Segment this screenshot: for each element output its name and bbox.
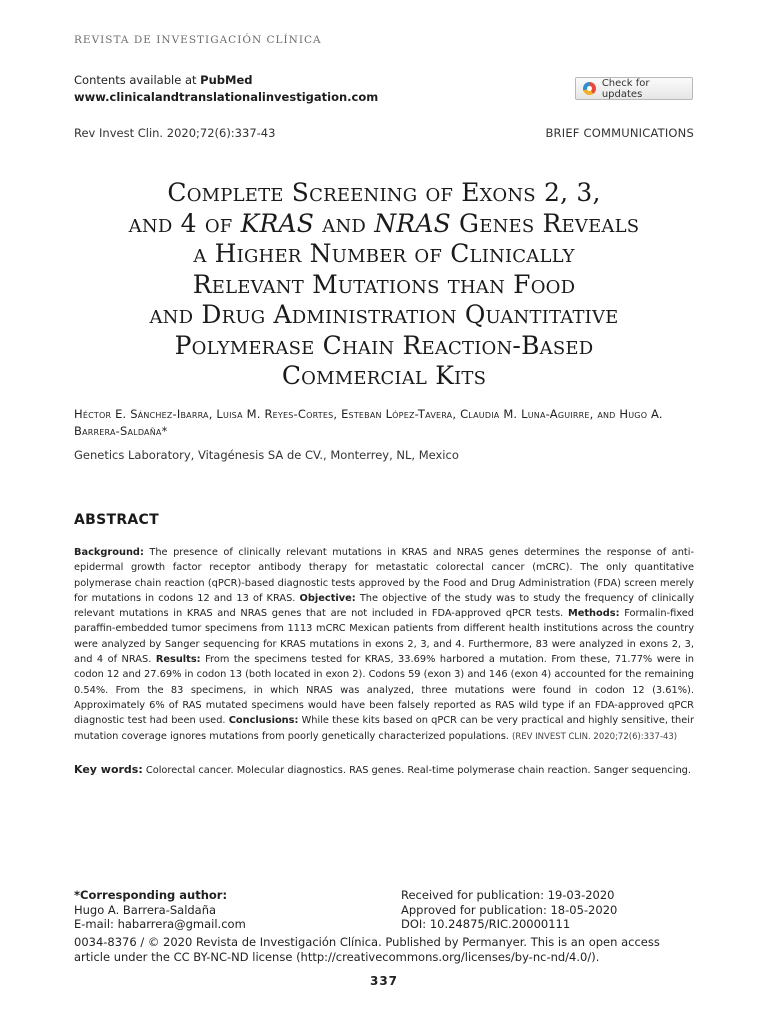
license-statement: 0034-8376 / © 2020 Revista de Investigación Clínica. Published by Permanyer. This is an open access article under the CC BY-NC-ND license (http://creativecommons.org/licenses/by-nc-nd/4.0/). (74, 935, 660, 964)
corresponding-email[interactable]: E-mail: habarrera@gmail.com (74, 917, 246, 931)
corresponding-label: *Corresponding author: (74, 888, 228, 902)
background-text: The presence of clinically relevant mutations in KRAS and NRAS genes determines the response of anti-epidermal growth factor receptor antibody therapy for metastatic colorectal cancer (mCRC). The only quantitative polymerase chain reaction (qPCR)-based diagnostic tests approved by the Food and Drug Administration (FDA) screen merely for mutations in codons 12 and 13 of KRAS. (74, 547, 694, 604)
journal-name: REVISTA DE INVESTIGACIÓN CLÍNICA (74, 34, 322, 46)
affiliation: Genetics Laboratory, Vitagénesis SA de CV., Monterrey, NL, Mexico (74, 448, 459, 462)
abstract-body (74, 545, 694, 745)
doi[interactable]: DOI: 10.24875/RIC.20000111 (401, 917, 571, 931)
conclusions-text: While these kits based on qPCR can be very practical and highly sensitive, their mutation coverage ignores mutations from poorly genetically characterized populations. (74, 715, 694, 742)
keywords-text: Colorectal cancer. Molecular diagnostics. RAS genes. Real-time polymerase chain reaction. Sanger sequencing. (142, 765, 691, 776)
section-type: BRIEF COMMUNICATIONS (545, 126, 694, 140)
corresponding-author (74, 888, 246, 932)
keywords (74, 763, 694, 776)
contents-info (74, 72, 378, 106)
check-for-updates-button[interactable] (575, 77, 693, 100)
methods-label: Methods: (567, 608, 620, 620)
check-updates-label: Check for updates (601, 77, 650, 100)
contents-source-link[interactable]: PubMed (200, 73, 253, 87)
abstract-heading: ABSTRACT (74, 512, 159, 528)
methods-text: Formalin-fixed paraffin-embedded tumor specimens from 1113 mCRC Mexican patients from different health institutions across the country were analyzed by Sanger sequencing for KRAS mutations in exons 2, 3, and 4. Furthermore, 83 were analyzed in exons 2, 3, and 4 of NRAS. (74, 608, 694, 666)
publication-dates (401, 888, 617, 932)
gene-kras: KRAS (240, 208, 315, 238)
results-label: Results: (155, 654, 201, 666)
objective-text: The objective of the study was to study the frequency of clinically relevant mutations in KRAS and NRAS genes that are not included in FDA-approved qPCR tests. (74, 592, 694, 620)
results-text: From the specimens tested for KRAS, 33.69% harbored a mutation. From these, 71.77% were in codon 12 and 27.69% in codon 13 (both located in exon 2). Codons 59 (exon 3) and 146 (exon 4) accounted for the remaining 0.54%. From the 83 specimens, in which NRAS was analyzed, three mutations were found in codon 12 (3.61%). Approximately 6% of RAS mutated specimens would have been falsely reported as RAS wild type if an FDA-approved qPCR diagnostic test had been used. (74, 654, 695, 727)
crossmark-icon (583, 82, 596, 95)
conclusions-label: Conclusions: (228, 715, 299, 727)
page-number: 337 (369, 974, 399, 988)
approved-date: Approved for publication: 18-05-2020 (401, 902, 618, 917)
received-date: Received for publication: 19-03-2020 (401, 888, 615, 902)
contents-prefix: Contents available at (74, 73, 201, 87)
citation: Rev Invest Clin. 2020;72(6):337-43 (74, 126, 276, 140)
abstract-reference: (REV INVEST CLIN. 2020;72(6):337-43) (512, 731, 678, 742)
corresponding-name: Hugo A. Barrera-Saldaña (74, 902, 217, 917)
gene-nras: NRAS (374, 208, 451, 238)
author-list: Héctor E. Sánchez-Ibarra, Luisa M. Reyes-Cortes, Esteban López-Tavera, Claudia M. Luna-Aguirre, and Hugo A. Barrera-Saldaña* (74, 407, 663, 438)
website-link[interactable]: www.clinicalandtranslationalinvestigation.com (74, 90, 379, 104)
keywords-label: Key words: (74, 763, 143, 776)
background-label: Background: (74, 547, 144, 558)
article-title: Complete Screening of Exons 2, 3, and 4 of KRAS and NRAS Genes Reveals a Higher Number of Clinically Relevant Mutations than Food and Drug Administration Quantitative Polymerase Chain Reaction-Based Commercial Kits (128, 178, 640, 390)
objective-label: Objective: (299, 592, 356, 604)
